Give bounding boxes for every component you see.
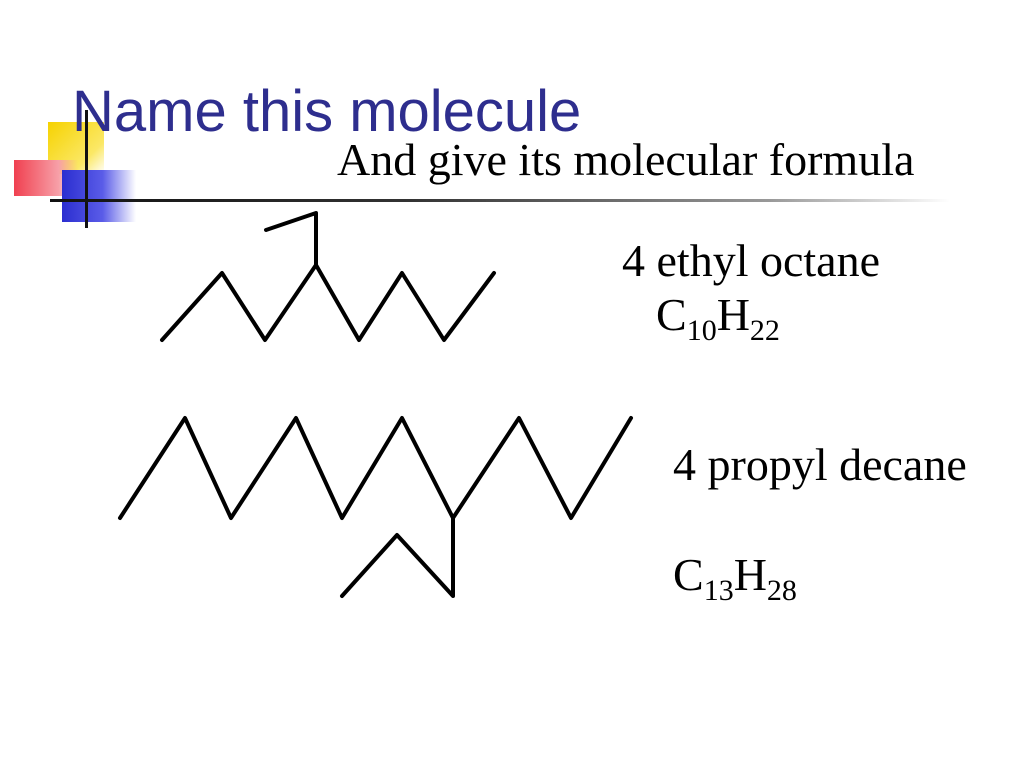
answer-1-name: 4 ethyl octane <box>622 235 881 286</box>
main-chain-decane <box>120 418 631 518</box>
propyl-branch <box>342 518 453 596</box>
answer-2-name: 4 propyl decane <box>673 439 967 490</box>
slide-subtitle: And give its molecular formula <box>337 134 915 185</box>
slide-title: Name this molecule <box>72 79 582 144</box>
answer-2-formula: $C_{13}H_{28}$ <box>673 549 797 607</box>
answer-1-formula: $C_{10}H_{22}$ <box>656 289 780 347</box>
